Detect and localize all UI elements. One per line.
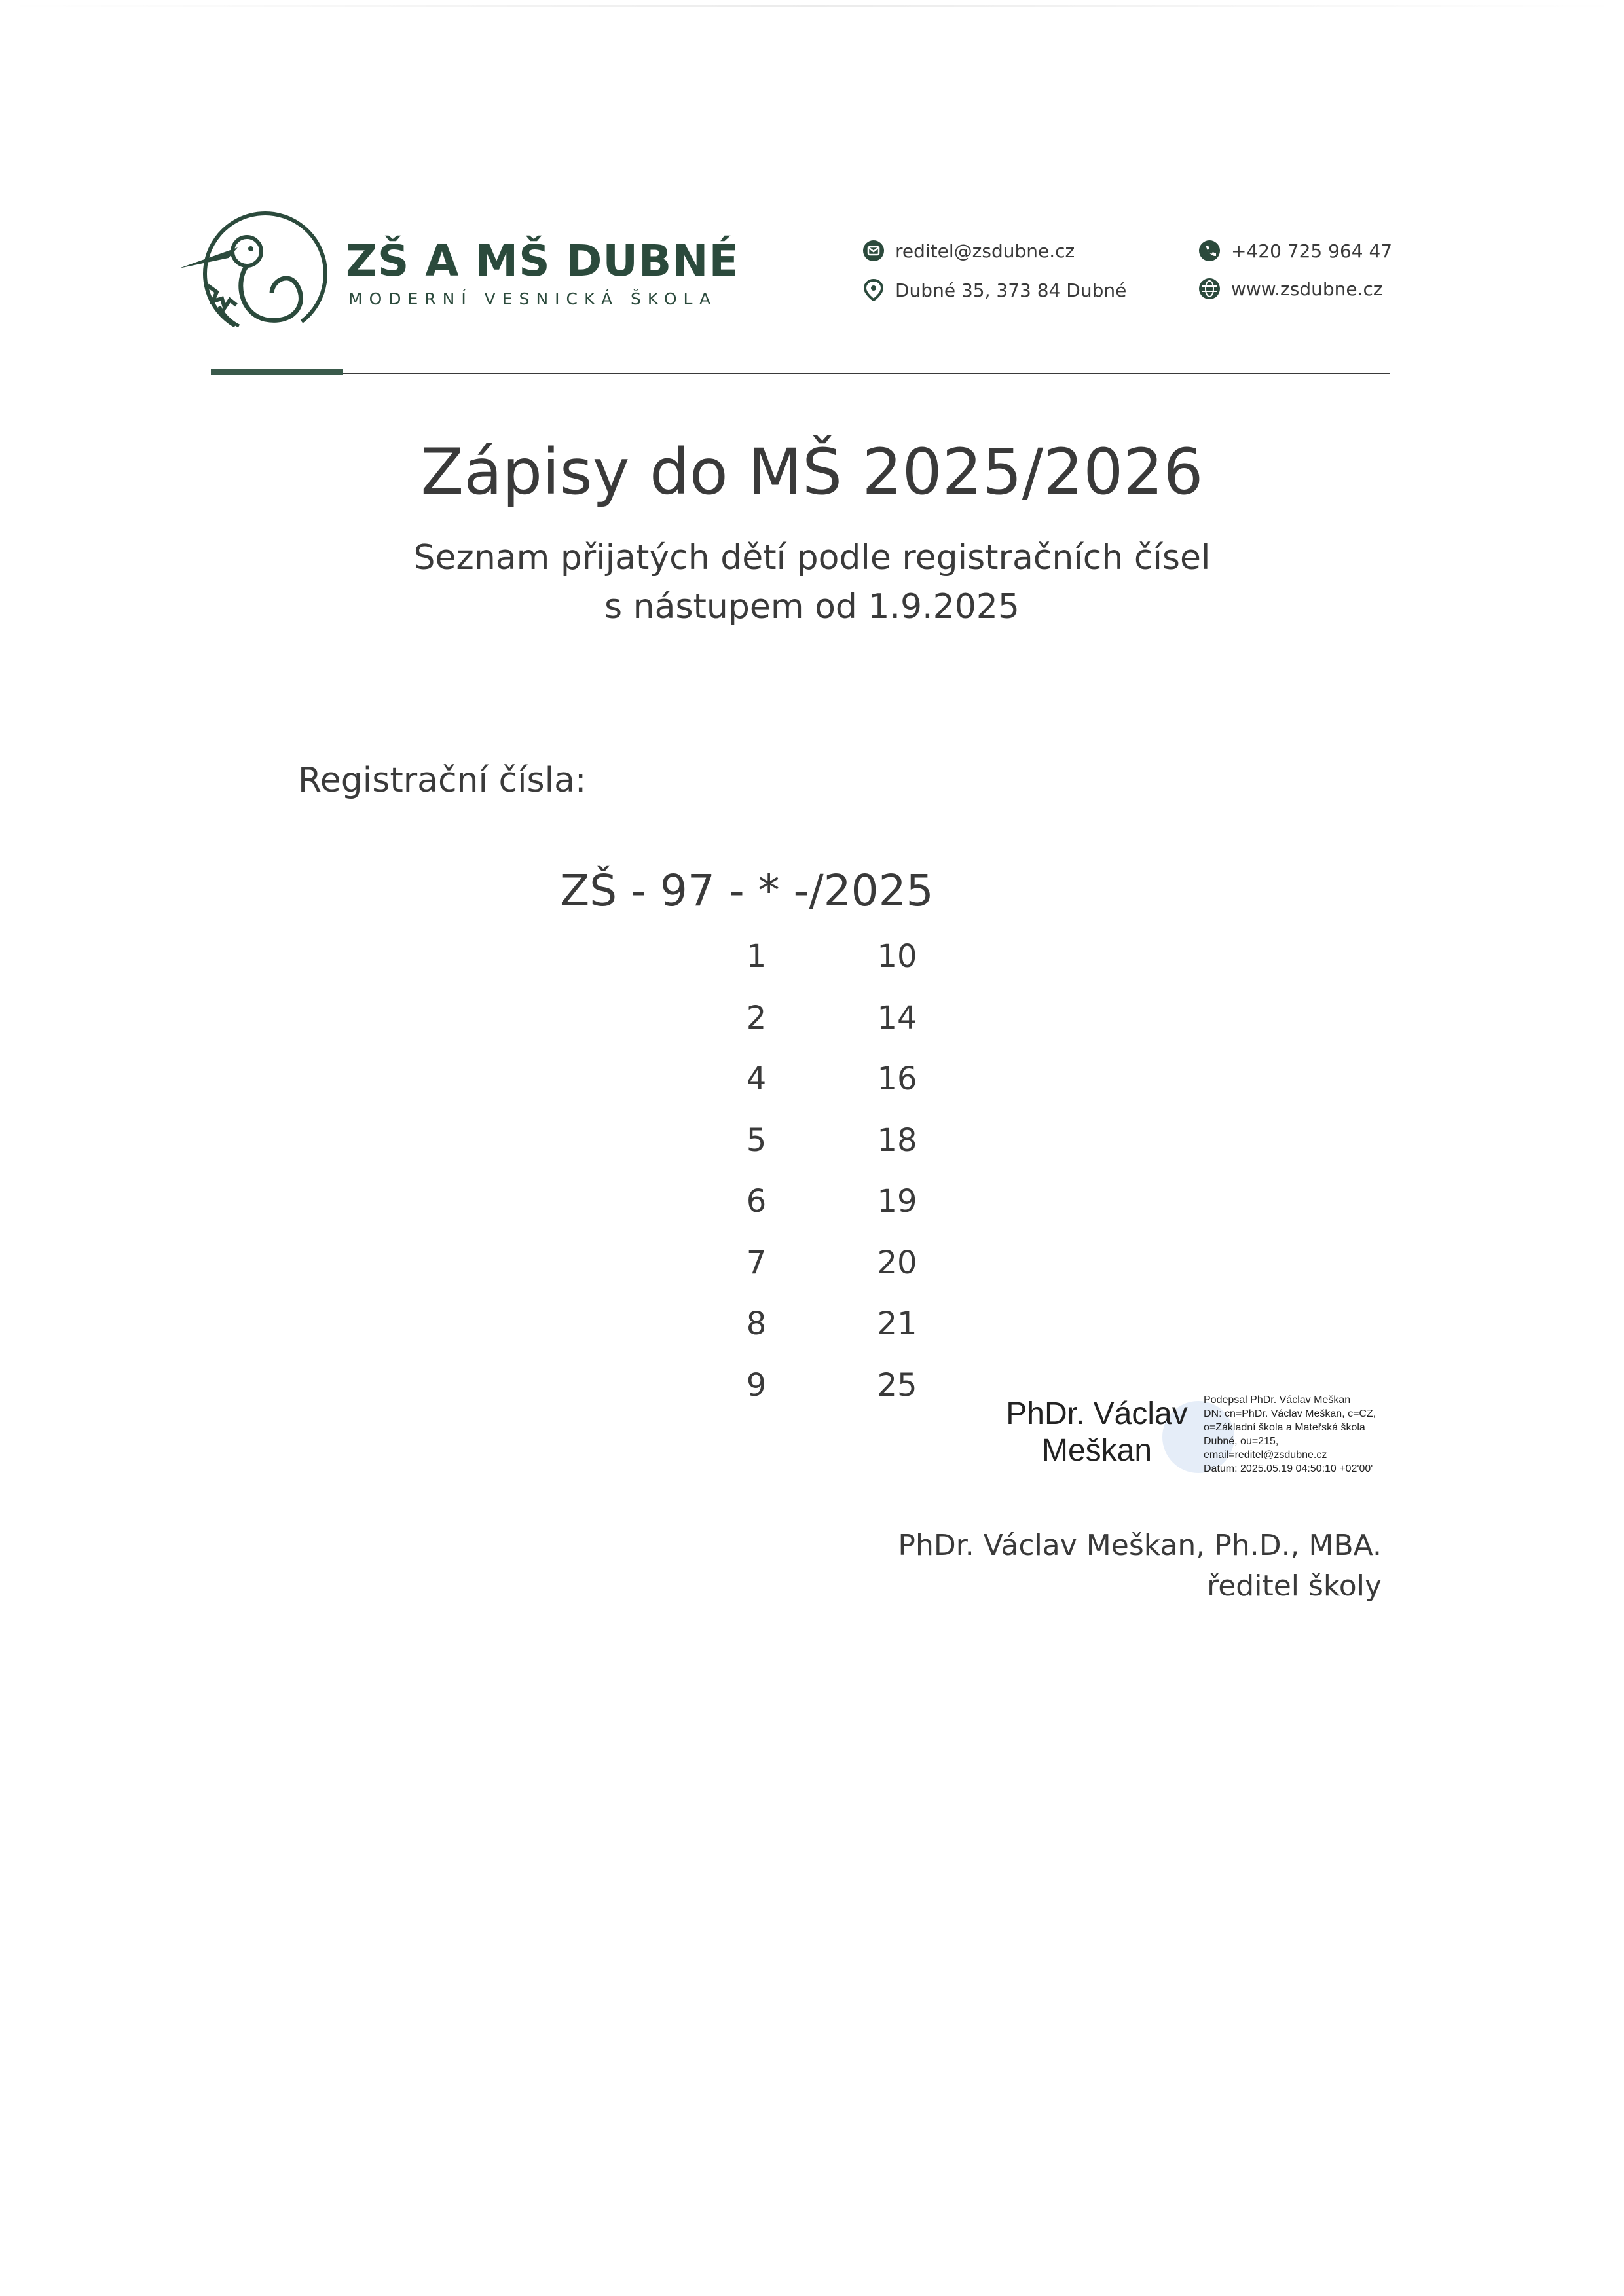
header-rule-accent [211,369,343,375]
globe-icon [1198,278,1221,300]
list-item: 8 [746,1305,767,1342]
registration-label: Registrační čísla: [298,761,587,800]
phone-text: +420 725 964 47 [1231,240,1393,262]
list-item: 19 [877,1183,917,1220]
stork-logo-icon [174,208,337,346]
list-item: 2 [746,999,767,1036]
email-icon [862,240,885,262]
school-tagline: MODERNÍ VESNICKÁ ŠKOLA [348,289,718,308]
signature-name-line-1: PhDr. Václav [1006,1396,1188,1431]
signature-detail-line: Datum: 2025.05.19 04:50:10 +02'00' [1204,1463,1373,1474]
signature-detail-line: o=Základní škola a Mateřská škola [1204,1422,1365,1433]
list-item: 20 [877,1244,917,1281]
phone-icon [1198,240,1221,262]
signature-detail-line: Podepsal PhDr. Václav Meškan [1204,1394,1351,1406]
address-text: Dubné 35, 373 84 Dubné [895,279,1127,301]
list-item: 14 [877,999,917,1036]
subtitle-line-2: s nástupem od 1.9.2025 [604,587,1020,627]
school-name: ZŠ A MŠ DUBNÉ [346,236,739,286]
list-item: 25 [877,1366,917,1404]
scan-edge-line [0,5,1624,7]
numbers-column-2 [864,938,930,1427]
subtitle-line-1: Seznam přijatých dětí podle registračních čísel [413,538,1211,577]
signature-name-line-2: Meškan [1041,1433,1153,1468]
contact-web [1198,278,1383,300]
web-text: www.zsdubne.cz [1231,278,1383,300]
list-item: 1 [746,938,767,975]
page-title: Zápisy do MŠ 2025/2026 [420,435,1204,509]
list-item: 21 [877,1305,917,1342]
list-item: 6 [746,1183,767,1220]
signature-detail-line: Dubné, ou=215, [1204,1436,1279,1447]
list-item: 4 [746,1061,767,1097]
contact-email [862,240,1075,262]
header-rule [211,373,1390,374]
list-item: 9 [746,1366,767,1404]
director-name: PhDr. Václav Meškan, Ph.D., MBA. [898,1529,1382,1562]
director-role: ředitel školy [1207,1569,1382,1603]
signature-detail-line: DN: cn=PhDr. Václav Meškan, c=CZ, [1204,1408,1376,1419]
list-item: 5 [746,1121,767,1159]
registration-pattern: ZŠ - 97 - * -/2025 [560,866,934,916]
list-item: 7 [746,1244,767,1281]
signature-detail-line: email=reditel@zsdubne.cz [1204,1449,1327,1461]
location-pin-icon [862,279,885,301]
numbers-column-1 [733,938,779,1427]
signature-details [1204,1393,1376,1476]
email-text: reditel@zsdubne.cz [895,240,1075,262]
list-item: 18 [877,1121,917,1159]
list-item: 10 [877,938,917,975]
list-item: 16 [877,1061,917,1097]
contact-phone [1198,240,1392,262]
signature-name [999,1396,1195,1469]
contact-address [862,279,1126,301]
